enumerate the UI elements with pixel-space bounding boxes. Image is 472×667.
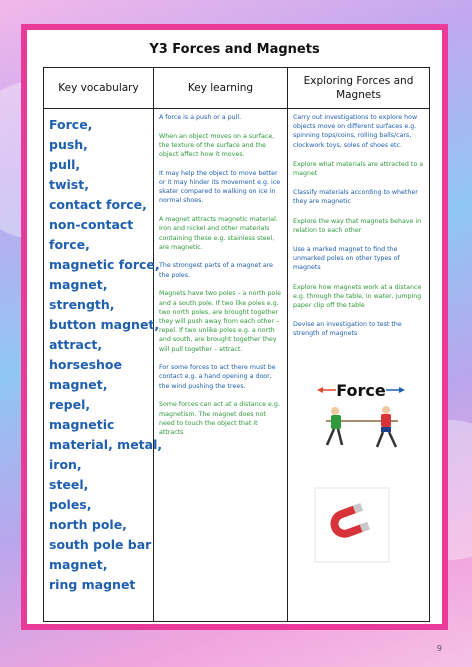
vocab-item: magnet, <box>49 557 108 572</box>
vocabulary-list <box>44 109 163 595</box>
exploring-paragraph: Devise an investigation to test the strength of magnets <box>293 321 402 338</box>
vocab-item: strength, <box>49 297 115 312</box>
exploring-paragraph: Carry out investigations to explore how objects move on different surfaces e.g. spinning tops/coins, rolling balls/cars, clockwork toys, soles of shoes etc. <box>293 114 418 149</box>
learning-paragraph: The strongest parts of a magnet are the poles. <box>159 262 274 279</box>
vocab-item: magnetic <box>49 417 115 432</box>
exploring-paragraph: Explore what materials are attracted to a magnet <box>293 160 424 178</box>
vocab-item: ring magnet <box>49 577 136 592</box>
vocab-item: poles, <box>49 497 92 512</box>
vocab-item: force, <box>49 237 90 252</box>
learning-paragraph: Magnets have two poles – a north pole and a south pole. If two like poles e.g. two north poles, are brought together they will push away from each other – repel. If two unlike poles e.g. a north and south, are brought together they will pull together – attract. <box>159 290 281 353</box>
vocab-item: Force, <box>49 117 93 132</box>
vocab-item: magnet, <box>49 377 108 392</box>
exploring-paragraph: Classify materials according to whether they are magnetic <box>293 189 418 206</box>
exploring-list <box>288 109 429 339</box>
learning-paragraph: Some forces can act at a distance e.g. magnetism. The magnet does not need to touch the object that it attracts <box>159 401 280 436</box>
vocab-item: iron, <box>49 457 82 472</box>
horseshoe-magnet-image <box>314 487 390 563</box>
vocab-item: push, <box>49 137 88 152</box>
vocab-item: button magnet, <box>49 317 160 332</box>
exploring-paragraph: Explore the way that magnets behave in relation to each other <box>293 217 422 234</box>
key-learning-list <box>154 109 287 437</box>
page-title: Y3 Forces and Magnets <box>149 42 320 57</box>
force-label: Force <box>336 381 386 400</box>
vocab-item: pull, <box>49 157 81 172</box>
vocab-item: attract, <box>49 337 103 352</box>
vocab-item: non-contact <box>49 217 134 232</box>
key-learning-header: Key learning <box>154 68 287 109</box>
vocabulary-header: Key vocabulary <box>44 68 153 109</box>
vocab-item: horseshoe <box>49 357 122 372</box>
vocab-item: material, metal, <box>49 437 163 452</box>
exploring-header: Exploring Forces and Magnets <box>288 68 429 109</box>
vocab-item: contact force, <box>49 197 147 212</box>
learning-paragraph: When an object moves on a surface, the texture of the surface and the object affect how it moves. <box>159 132 275 159</box>
content-table <box>43 67 430 622</box>
vocab-item: magnet, <box>49 277 108 292</box>
exploring-paragraph: Explore how magnets work at a distance e.g. through the table, in water, jumping paper clip off the table <box>293 283 422 310</box>
vocab-item: twist, <box>49 177 89 192</box>
learning-paragraph: It may help the object to move better or it may hinder its movement e.g. ice skater compared to walking on ice in normal shoes. <box>159 169 281 205</box>
vocab-item: steel, <box>49 477 89 492</box>
key-learning-column <box>154 68 288 621</box>
learning-paragraph: For some forces to act there must be contact e.g. a hand opening a door, the wind pushing the trees. <box>159 364 276 390</box>
exploring-column <box>288 68 429 621</box>
exploring-paragraph: Use a marked magnet to find the unmarked poles on other types of magnets <box>293 246 400 272</box>
vocab-item: south pole bar <box>49 537 152 552</box>
force-tug-of-war-illustration <box>314 377 408 455</box>
page-number: 9 <box>436 644 442 653</box>
vocab-item: north pole, <box>49 517 127 532</box>
worksheet-frame <box>21 24 448 630</box>
vocab-item: magnetic force, <box>49 257 160 272</box>
learning-paragraph: A force is a push or a pull. <box>159 114 242 121</box>
learning-paragraph: A magnet attracts magnetic material. Iron and nickel and other materials containing these e.g. stainless steel, are magnetic. <box>159 216 278 251</box>
vocab-item: repel, <box>49 397 91 412</box>
vocabulary-column <box>44 68 163 621</box>
